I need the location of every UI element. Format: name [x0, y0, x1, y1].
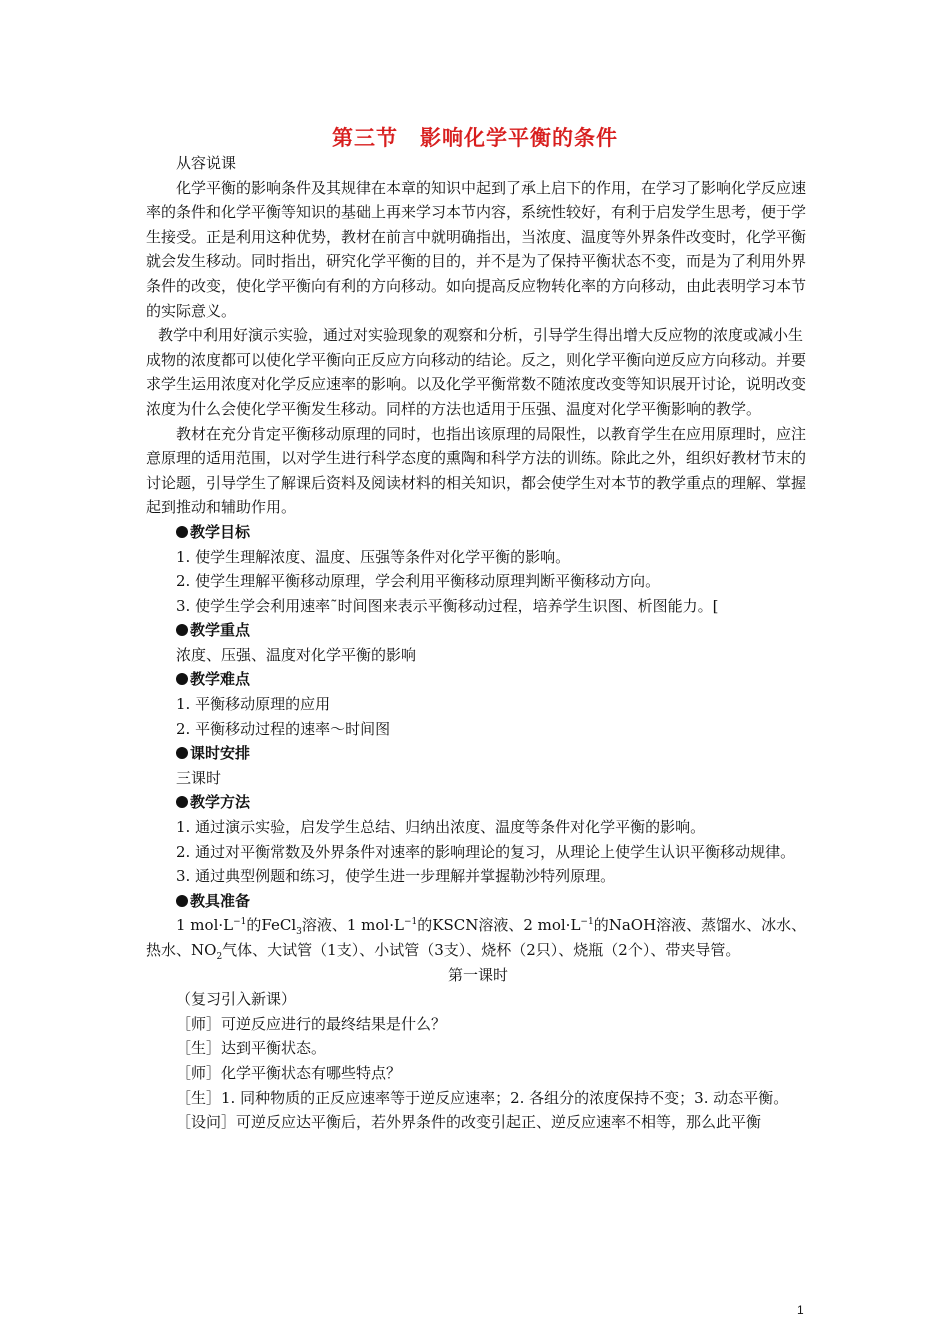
schedule-text: 三课时: [176, 768, 222, 787]
bullet-icon: [176, 673, 188, 685]
dialogue-line: ［师］可逆反应进行的最终结果是什么？: [176, 1014, 447, 1033]
bullet-icon: [176, 895, 188, 907]
section-heading-difficult: 教学难点: [146, 667, 810, 692]
section-heading-tools: 教具准备: [146, 889, 810, 914]
dialogue-line: ［设问］可逆反应达平衡后，若外界条件的改变引起正、逆反应速率不相等，那么此平衡: [176, 1113, 762, 1132]
method-item: 3. 通过典型例题和练习，使学生进一步理解并掌握勒沙特列原理。: [176, 867, 616, 886]
bullet-icon: [176, 796, 188, 808]
tools-text: 1 $mol\cdot L^{-1}$的FeCl$_3$溶液、1 $mol\cdot L^{-1}$的KSCN溶液、2 $mol\cdot L^{-1}$的NaOH溶液、蒸馏水、冰水、热水、$NO_2$气体、大试管（1支）、小试管（3支）、烧杯（2只）、烧瓶（2个）、带夹导管。: [146, 916, 807, 962]
bullet-icon: [176, 747, 188, 759]
dialogue-line: （复习引入新课）: [176, 990, 297, 1009]
section-heading-schedule: 课时安排: [146, 741, 810, 766]
page-title: 第三节 影响化学平衡的条件: [332, 126, 618, 150]
document-body: [146, 151, 810, 1135]
page-number: 1: [797, 1303, 804, 1317]
lesson-title: 第一课时: [447, 965, 508, 984]
section-heading-goals: 教学目标: [146, 520, 810, 545]
paragraph-3: 教材在充分肯定平衡移动原理的同时，也指出该原理的局限性，以教育学生在应用原理时，应注意原理的适用范围，以对学生进行科学态度的熏陶和科学方法的训练。除此之外，组织好教材节末的讨论题，引导学生了解课后资料及阅读材料的相关知识，都会使学生对本节的教学重点的理解、掌握起到推动和辅助作用。: [146, 424, 807, 517]
method-item: 2. 通过对平衡常数及外界条件对速率的影响理论的复习，从理论上使学生认识平衡移动规律。: [176, 842, 796, 861]
paragraph-1: 化学平衡的影响条件及其规律在本章的知识中起到了承上启下的作用，在学习了影响化学反应速率的条件和化学平衡等知识的基础上再来学习本节内容，系统性较好，有利于启发学生思考，便于学生接受。正是利用这种优势，教材在前言中就明确指出，当浓度、温度等外界条件改变时，化学平衡就会发生移动。同时指出，研究化学平衡的目的，并不是为了保持平衡状态不变，而是为了利用外界条件的改变，使化学平衡向有利的方向移动。如向提高反应物转化率的方向移动，由此表明学习本节的实际意义。: [146, 178, 807, 320]
difficult-item: 1. 平衡移动原理的应用: [176, 695, 331, 714]
paragraph-2: 教学中利用好演示实验，通过对实验现象的观察和分析，引导学生得出增大反应物的浓度或减小生成物的浓度都可以使化学平衡向正反应方向移动的结论。反之，则化学平衡向逆反应方向移动。并要求学生运用浓度对化学反应速率的影响。以及化学平衡常数不随浓度改变等知识展开讨论，说明改变浓度为什么会使化学平衡发生移动。同样的方法也适用于压强、温度对化学平衡影响的教学。: [146, 326, 807, 418]
bullet-icon: [176, 526, 188, 538]
key-text: 浓度、压强、温度对化学平衡的影响: [176, 645, 417, 664]
dialogue-line: ［生］达到平衡状态。: [176, 1039, 327, 1058]
goal-item: 3. 使学生学会利用速率˜时间图来表示平衡移动过程，培养学生识图、析图能力。[: [176, 596, 719, 615]
intro-heading: 从容说课: [176, 154, 237, 172]
dialogue-line: ［生］1. 同种物质的正反应速率等于逆反应速率；2. 各组分的浓度保持不变；3. 动态平衡。: [176, 1088, 789, 1107]
section-heading-key: 教学重点: [146, 618, 810, 643]
difficult-item: 2. 平衡移动过程的速率～时间图: [176, 719, 391, 738]
bullet-icon: [176, 624, 188, 636]
method-item: 1. 通过演示实验，启发学生总结、归纳出浓度、温度等条件对化学平衡的影响。: [176, 818, 706, 837]
goal-item: 1. 使学生理解浓度、温度、压强等条件对化学平衡的影响。: [176, 547, 571, 566]
section-heading-method: 教学方法: [146, 790, 810, 815]
dialogue-line: ［师］化学平衡状态有哪些特点？: [176, 1063, 402, 1082]
goal-item: 2. 使学生理解平衡移动原理，学会利用平衡移动原理判断平衡移动方向。: [176, 572, 661, 591]
